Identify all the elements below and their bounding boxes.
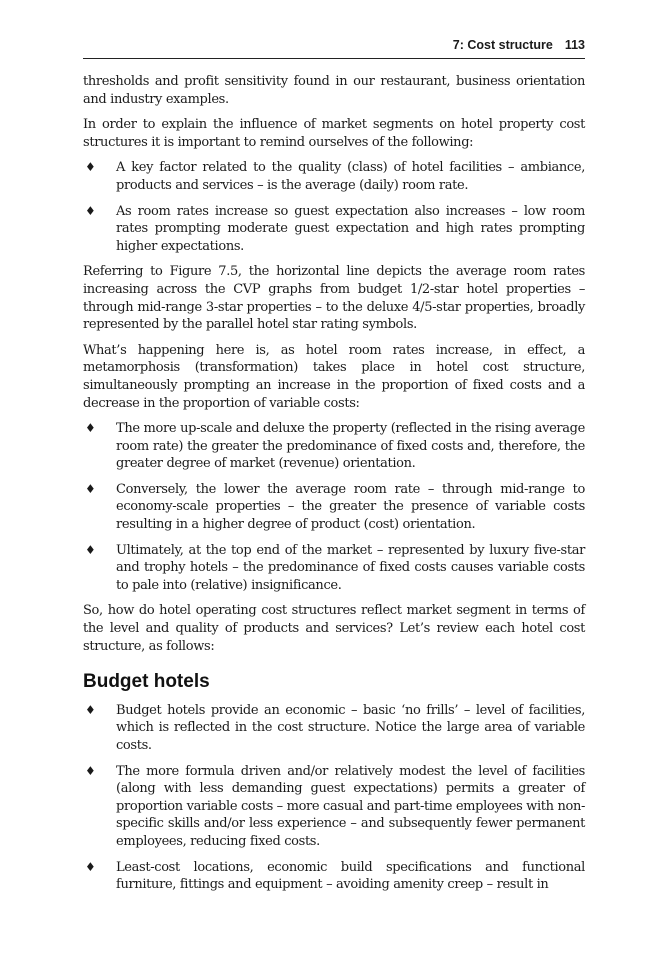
list-item [83, 203, 585, 256]
bullet-list [83, 702, 585, 894]
paragraph: Referring to Figure 7.5, the horizontal line depicts the average room rates increasing across the CVP graphs from budget 1/2-star hotel properties – through mid-range 3-star properties – to the deluxe 4/5-star properties, broadly represented by the parallel hotel star rating symbols. [83, 264, 585, 333]
diamond-bullet-icon: ♦ [85, 542, 96, 557]
chapter-title: 7: Cost structure [452, 38, 553, 52]
list-item-text: Least-cost locations, economic build specifications and functional furniture, fittings and equipment – avoiding amenity creep – result in [116, 859, 585, 893]
list-item [83, 159, 585, 194]
paragraph: So, how do hotel operating cost structures reflect market segment in terms of the level and quality of products and services? Let’s review each hotel cost structure, as follows: [83, 603, 585, 654]
list-item [83, 420, 585, 473]
list-item [83, 859, 585, 894]
diamond-bullet-icon: ♦ [85, 859, 96, 874]
paragraph: thresholds and profit sensitivity found in our restaurant, business orientation and industry examples. [83, 74, 585, 107]
running-head [83, 32, 585, 59]
list-item-text: Conversely, the lower the average room rate – through mid-range to economy-scale properties – the greater the presence of variable costs resulting in a higher degree of product (cost) orientation. [116, 481, 585, 533]
diamond-bullet-icon: ♦ [85, 421, 96, 436]
list-item-text: A key factor related to the quality (class) of hotel facilities – ambiance, products and services – is the average (daily) room rate. [116, 160, 585, 193]
list-item-text: The more formula driven and/or relatively modest the level of facilities (along with less demanding guest expectations) permits a greater of proportion variable costs – more casual and part-time employees with non-specific skills and/or less experience – and subsequently fewer permanent employees, reducing fixed costs. [116, 763, 586, 849]
paragraph: What’s happening here is, as hotel room rates increase, in effect, a metamorphosis (transformation) takes place in hotel cost structure, simultaneously prompting an increase in the proportion of fixed costs and a decrease in the proportion of variable costs: [83, 342, 585, 411]
book-page [83, 32, 585, 902]
body-text [83, 73, 585, 894]
list-item-text: The more up-scale and deluxe the property (reflected in the rising average room rate) the greater the predominance of fixed costs and, therefore, the greater degree of market (revenue) orientation. [116, 421, 585, 472]
list-item [83, 542, 585, 595]
diamond-bullet-icon: ♦ [85, 160, 96, 175]
section-heading: Budget hotels [83, 671, 210, 693]
list-item [83, 481, 585, 534]
list-item [83, 763, 585, 851]
bullet-list [83, 420, 585, 594]
list-item-text: As room rates increase so guest expectation also increases – low room rates prompting moderate guest expectation and high rates prompting higher expectations. [116, 203, 585, 254]
page-number: 113 [564, 38, 585, 52]
paragraph: In order to explain the influence of market segments on hotel property cost structures it is important to remind ourselves of the following: [83, 117, 585, 150]
list-item [83, 702, 585, 755]
diamond-bullet-icon: ♦ [85, 702, 96, 717]
list-item-text: Budget hotels provide an economic – basic ‘no frills’ – level of facilities, which is reflected in the cost structure. Notice the large area of variable costs. [116, 702, 585, 753]
bullet-list [83, 159, 585, 255]
diamond-bullet-icon: ♦ [85, 203, 96, 218]
diamond-bullet-icon: ♦ [85, 481, 96, 496]
list-item-text: Ultimately, at the top end of the market – represented by luxury five-star and trophy hotels – the predominance of fixed costs causes variable costs to pale into (relative) insignificance. [116, 542, 585, 593]
diamond-bullet-icon: ♦ [85, 763, 96, 778]
